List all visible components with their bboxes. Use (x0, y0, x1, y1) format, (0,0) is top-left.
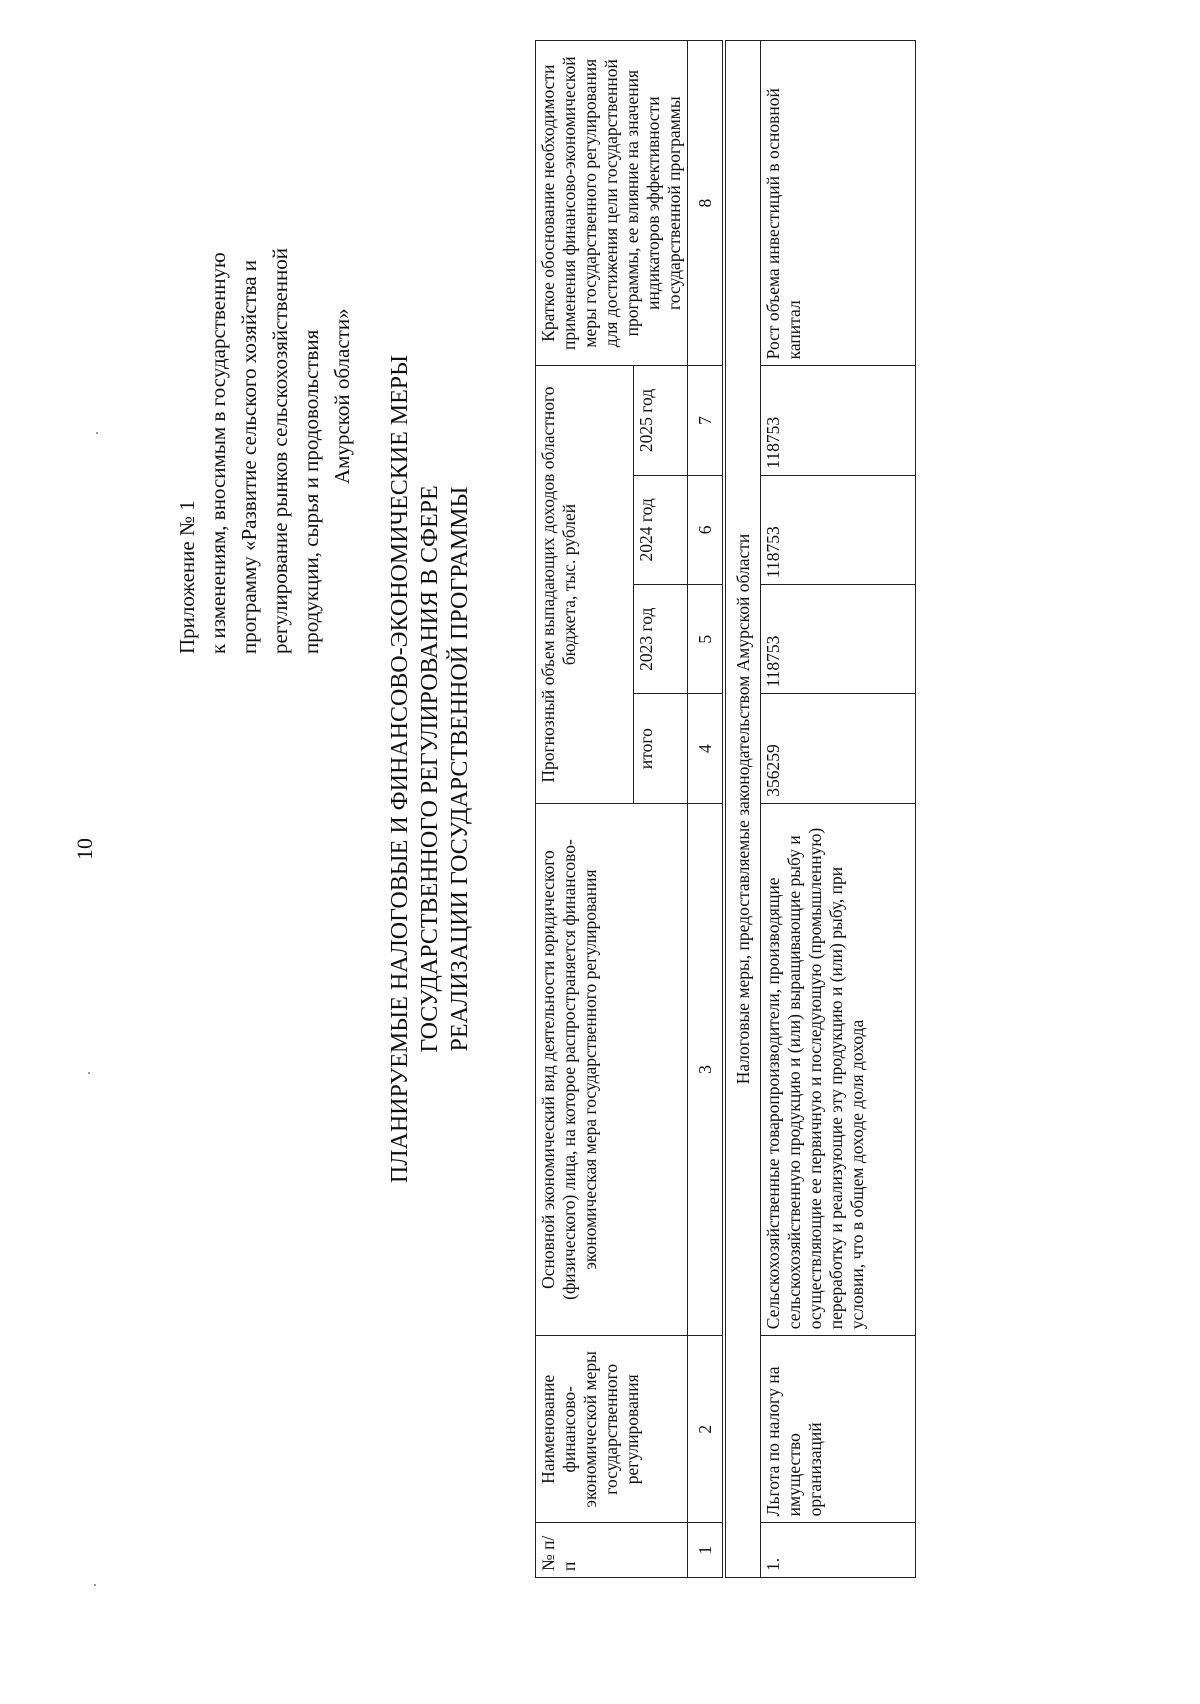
column-number: 6 (688, 475, 725, 584)
column-number: 3 (688, 803, 725, 1335)
section-row (724, 41, 761, 1578)
scan-speck (88, 1072, 90, 1074)
header-forecast-group: Прогнозный объем выпадающих доходов областного бюджета, тыс. рублей (536, 366, 634, 803)
header-total: итого (633, 694, 687, 803)
header-2024: 2024 год (633, 475, 687, 584)
row-justification: Рост объема инвестиций в основной капитал (761, 41, 916, 366)
header-justification: Краткое обоснование необходимости применения финансово-экономической меры государственного регулирования для достижения цели государственной программы, ее влияние на значения индикаторов эффективности государственной программы (536, 41, 688, 366)
title-line: ПЛАНИРУЕМЫЕ НАЛОГОВЫЕ И ФИНАНСОВО-ЭКОНОМИЧЕСКИЕ МЕРЫ (387, 354, 413, 1184)
column-number: 1 (688, 1523, 725, 1578)
row-total: 356259 (761, 694, 916, 803)
header-2023: 2023 год (633, 585, 687, 694)
appendix-line: регулирование рынков сельскохозяйственной (268, 248, 292, 654)
header-number: № п/п (536, 1523, 688, 1578)
row-2023: 118753 (761, 585, 916, 694)
appendix-line: Приложение № 1 (175, 500, 199, 654)
column-number: 4 (688, 694, 725, 803)
header-measure-name: Наименование финансово-экономической меры государственного регулирования (536, 1336, 688, 1523)
header-activity: Основной экономический вид деятельности юридического (физического) лица, на которое распространяется финансово-экономическая мера государственного регулирования (536, 803, 688, 1335)
row-2024: 118753 (761, 475, 916, 584)
column-number: 5 (688, 585, 725, 694)
appendix-line: программу «Развитие сельского хозяйства и (237, 259, 261, 654)
appendix-line: к изменениям, вносимым в государственную (206, 252, 230, 654)
measures-table (535, 40, 916, 1578)
scan-speck (96, 432, 98, 434)
section-title: Налоговые меры, предоставляемые законодательством Амурской области (724, 41, 761, 1578)
header-2025: 2025 год (633, 366, 687, 475)
row-number: 1. (761, 1523, 916, 1578)
column-number: 7 (688, 366, 725, 475)
row-activity: Сельскохозяйственные товаропроизводители, производящие сельскохозяйственную продукцию и (или) выращивающие рыбу и осуществляющие ее первичную и последующую (промышленную) переработку и реализующие эту продукцию и (или) рыбу, при условии, что в общем доходе доля дохода (761, 803, 916, 1335)
appendix-line: Амурской области» (330, 308, 354, 484)
row-2025: 118753 (761, 366, 916, 475)
document-title (385, 34, 475, 1504)
title-line: РЕАЛИЗАЦИИ ГОСУДАРСТВЕННОЙ ПРОГРАММЫ (447, 486, 473, 1052)
appendix-header (172, 94, 358, 654)
table-row (761, 41, 916, 1578)
appendix-line: продукции, сырья и продовольствия (299, 329, 323, 654)
column-number-row (688, 41, 725, 1578)
table-header-row (536, 41, 634, 1578)
page-number: 10 (72, 838, 97, 860)
title-line: ГОСУДАРСТВЕННОГО РЕГУЛИРОВАНИЯ В СФЕРЕ (417, 485, 443, 1053)
column-number: 8 (688, 41, 725, 366)
column-number: 2 (688, 1336, 725, 1523)
row-measure: Льгота по налогу на имущество организаций (761, 1336, 916, 1523)
scan-speck (94, 1584, 96, 1586)
